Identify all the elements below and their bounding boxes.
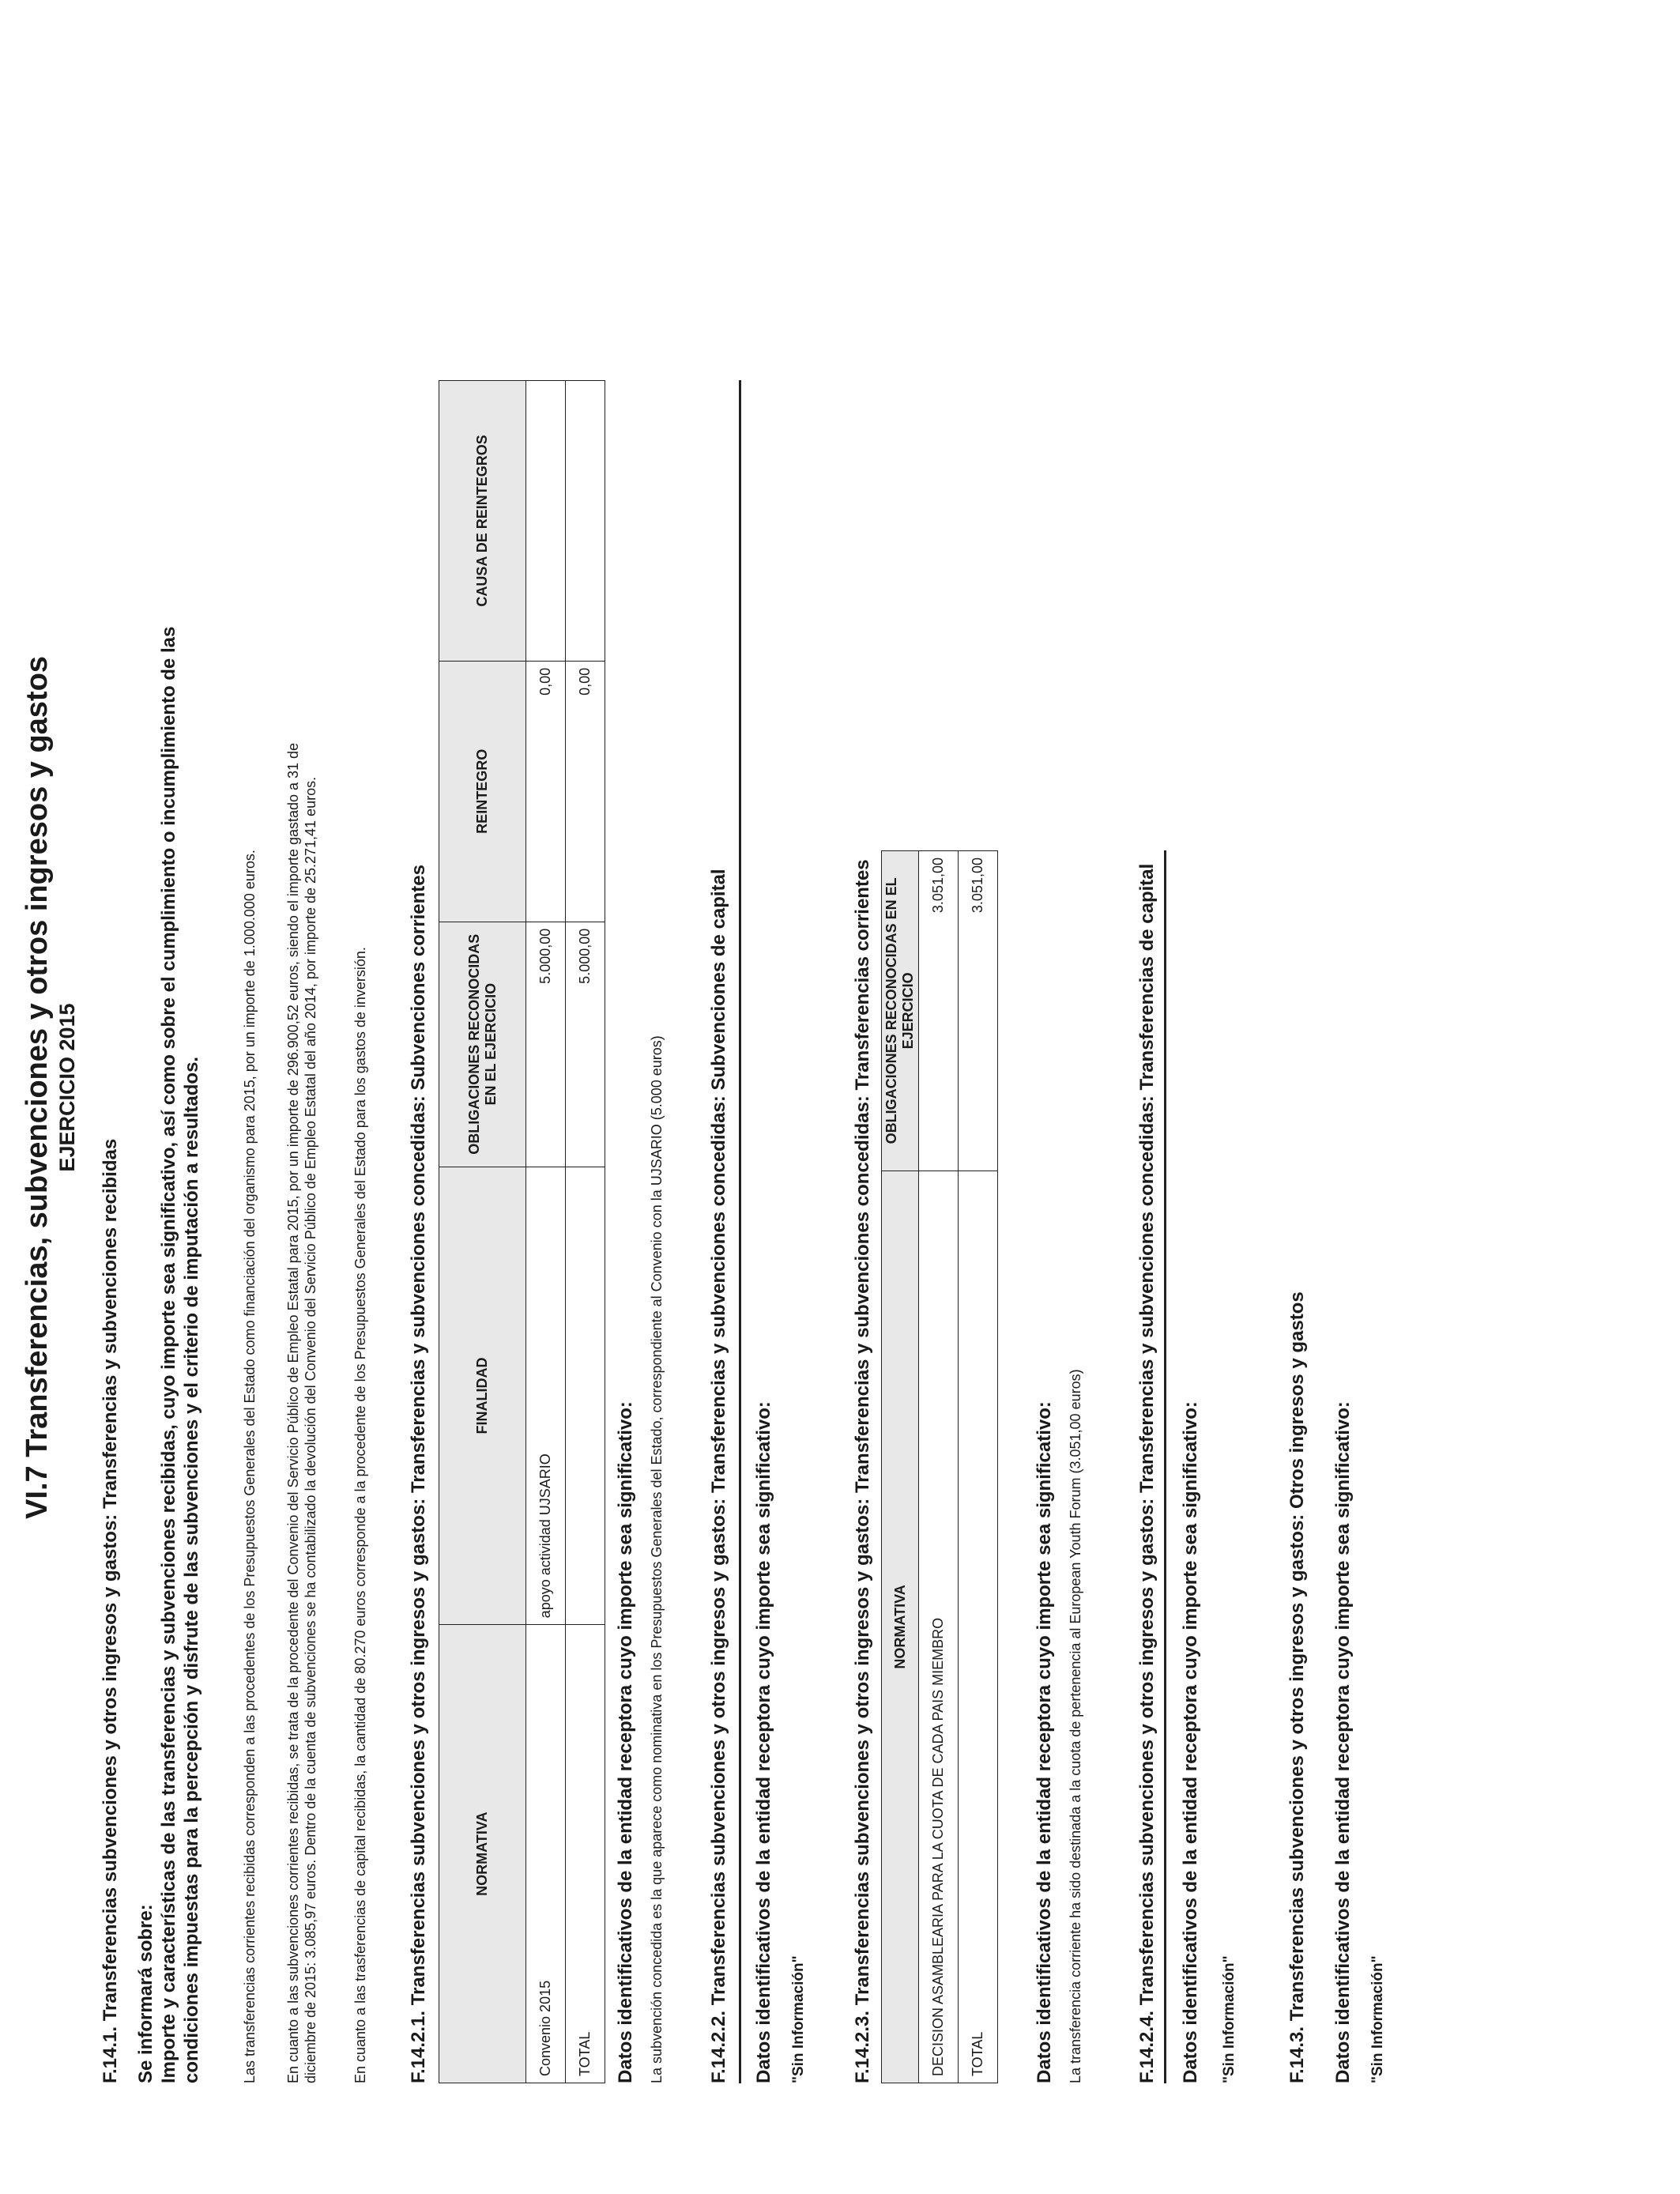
col-header-obligaciones: OBLIGACIONES RECONOCIDAS EN EL EJERCICIO bbox=[882, 851, 919, 1171]
f141-paragraph-1: Las transferencias corrientes recibidas corresponden a las procedentes de los Presupuestos Generales del Estado como financiación del organismo para 2015, por un importe de 1.000.000 euros. bbox=[242, 850, 258, 2083]
intro-line-3: condiciones impuestas para la percepción y disfrute de las subvenciones y el criterio de imputación a resultados. bbox=[181, 1056, 202, 2083]
divider bbox=[1164, 850, 1166, 2083]
intro-line-2: Importe y características de las transferencias y subvenciones recibidas, cuyo importe sea significativo, así como sobre el cumplimiento o incumplimiento de las bbox=[158, 626, 179, 2083]
table-cell: apoyo actividad UJSARIO bbox=[526, 1167, 566, 1625]
f141-intro bbox=[134, 92, 203, 2083]
col-header-obligaciones: OBLIGACIONES RECONOCIDAS EN EL EJERCICIO bbox=[439, 922, 526, 1167]
col-header-reintegro: REINTEGRO bbox=[439, 661, 526, 922]
f1423-datos-label: Datos identificativos de la entidad receptora cuyo importe sea significativo: bbox=[1034, 1401, 1055, 2083]
table-cell: 3.051,00 bbox=[919, 851, 959, 1171]
section-f1423-heading: F.14.2.3. Transferencias subvenciones y otros ingresos y gastos: Transferencias y subvenciones concedidas: Transferencias corrientes bbox=[852, 859, 873, 2083]
table-cell bbox=[566, 381, 605, 662]
f1422-datos-label: Datos identificativos de la entidad receptora cuyo importe sea significativo: bbox=[753, 1401, 774, 2083]
f1424-sin-informacion: "Sin Información" bbox=[1221, 1955, 1237, 2083]
section-f1422-heading: F.14.2.2. Transferencias subvenciones y otros ingresos y gastos: Transferencias y subvenciones concedidas: Subvenciones de capital bbox=[708, 869, 729, 2083]
col-header-normativa: NORMATIVA bbox=[439, 1625, 526, 2083]
page-title: VI.7 Transferencias, subvenciones y otros ingresos y gastos bbox=[21, 656, 54, 1519]
table-cell: 0,00 bbox=[566, 661, 605, 922]
table-header-row bbox=[439, 381, 526, 2083]
f141-paragraph-2 bbox=[284, 92, 319, 2083]
col-header-causa-reintegros: CAUSA DE REINTEGROS bbox=[439, 381, 526, 662]
table-total-row bbox=[566, 381, 605, 2083]
table-cell: TOTAL bbox=[959, 1171, 998, 2083]
table-cell: Convenio 2015 bbox=[526, 1625, 566, 2083]
col-header-finalidad: FINALIDAD bbox=[439, 1167, 526, 1625]
table-cell: 3.051,00 bbox=[959, 851, 998, 1171]
f1421-datos-label: Datos identificativos de la entidad receptora cuyo importe sea significativo: bbox=[615, 1401, 636, 2083]
table-cell: DECISION ASAMBLEARIA PARA LA CUOTA DE CADA PAIS MIEMBRO bbox=[919, 1171, 959, 2083]
col-header-normativa: NORMATIVA bbox=[882, 1171, 919, 2083]
f141-paragraph-2b: diciembre de 2015: 3.085,97 euros. Dentro de la cuenta de subvenciones se ha contabilizado la devolución del Convenio del Servicio Público de Empleo Estatal del año 2014, por importe de 25.271,41 euros. bbox=[303, 776, 318, 2083]
f141-paragraph-3: En cuanto a las trasferencias de capital recibidas, la cantidad de 80.270 euros corresponde a la procedente de los Presupuestos Generales del Estado para los gastos de inversión. bbox=[352, 947, 368, 2083]
section-f143-heading: F.14.3. Transferencias subvenciones y otros ingresos y gastos: Otros ingresos y gastos bbox=[1286, 1291, 1308, 2083]
table-row bbox=[526, 381, 566, 2083]
f1421-datos-text: La subvención concedida es la que aparece como nominativa en los Presupuestos Generales del Estado, correspondiente al Convenio con la UJSARIO (5.000 euros) bbox=[649, 1035, 665, 2083]
table-cell bbox=[566, 1167, 605, 1625]
table-row bbox=[919, 851, 959, 2083]
f143-datos-label: Datos identificativos de la entidad receptora cuyo importe sea significativo: bbox=[1332, 1401, 1354, 2083]
transferencias-corrientes-table bbox=[881, 850, 998, 2083]
f1422-sin-informacion: "Sin Información" bbox=[790, 1955, 807, 2083]
table-cell: TOTAL bbox=[566, 1625, 605, 2083]
page-subtitle: EJERCICIO 2015 bbox=[55, 1003, 79, 1172]
table-cell: 5.000,00 bbox=[566, 922, 605, 1167]
table-header-row bbox=[882, 851, 919, 2083]
table-cell bbox=[526, 381, 566, 662]
table-cell: 5.000,00 bbox=[526, 922, 566, 1167]
subvenciones-corrientes-table bbox=[439, 380, 605, 2083]
intro-line-1: Se informará sobre: bbox=[135, 1904, 156, 2083]
f1424-datos-label: Datos identificativos de la entidad receptora cuyo importe sea significativo: bbox=[1180, 1401, 1201, 2083]
table-total-row bbox=[959, 851, 998, 2083]
section-f141-heading: F.14.1. Transferencias subvenciones y otros ingresos y gastos: Transferencias y subvenciones recibidas bbox=[100, 1138, 121, 2083]
f143-sin-informacion: "Sin Información" bbox=[1369, 1955, 1386, 2083]
f1423-datos-text: La transferencia corriente ha sido destinada a la cuota de pertenencia al European Youth Forum (3.051,00 euros) bbox=[1068, 1369, 1083, 2083]
f141-paragraph-2a: En cuanto a las subvenciones corrientes recibidas, se trata de la procedente del Convenio del Servicio Público de Empleo Estatal para 2015, por un importe de 296.900,52 euros, siendo el importe gastado a 31 de bbox=[285, 742, 301, 2083]
section-f1424-heading: F.14.2.4. Transferencias subvenciones y otros ingresos y gastos: Transferencias y subvenciones concedidas: Transferencias de capital bbox=[1136, 863, 1158, 2083]
divider bbox=[739, 380, 741, 2083]
table-cell: 0,00 bbox=[526, 661, 566, 922]
section-f1421-heading: F.14.2.1. Transferencias subvenciones y otros ingresos y gastos: Transferencias y subvenciones concedidas: Subvenciones corrientes bbox=[408, 865, 429, 2083]
